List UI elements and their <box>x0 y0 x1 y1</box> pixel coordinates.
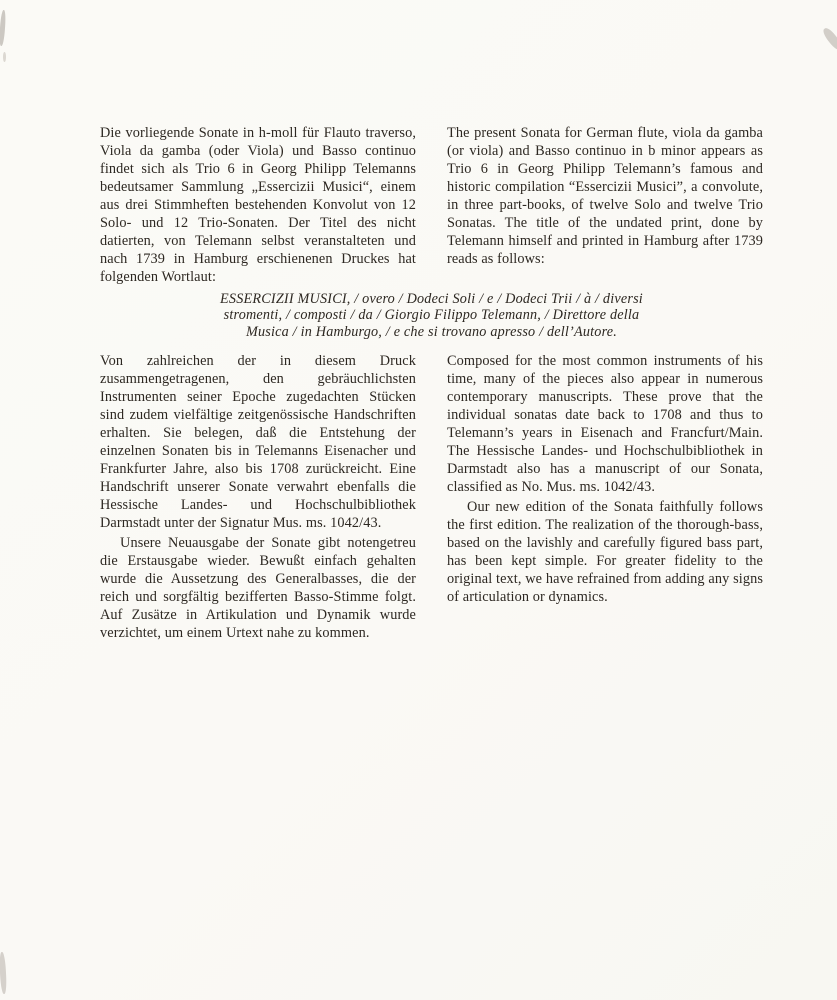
scan-artifact-top-left <box>0 10 6 46</box>
title-citation-line-3: Musica / in Hamburgo, / e che si trovano apresso / dell’Autore. <box>245 323 618 340</box>
german-column-body <box>100 352 416 642</box>
english-paragraph-1: The present Sonata for German flute, viola da gamba (or viola) and Basso continuo in b minor appears as Trio 6 in Georg Philipp Telemann’s famous and historic compilation “Essercizii Musici”, a convolute, in three part-books, of twelve Solo and twelve Trio Sonatas. The title of the undated print, done by Telemann himself and printed in Hamburg after 1739 reads as follows: <box>447 125 763 267</box>
italian-title-citation <box>100 291 763 340</box>
german-paragraph-1: Die vorliegende Sonate in h-moll für Flauto traverso, Viola da gamba (oder Viola) und Basso continuo findet sich als Trio 6 in Georg Philipp Telemanns bedeutsamer Sammlung „Essercizii Musici“, einem aus drei Stimmheften bestehenden Konvolut von 12 Solo- und 12 Trio-Sonaten. Der Titel des nicht datierten, von Telemann selbst veranstalteten und nach 1739 in Hamburg erschienenen Druckes hat folgenden Wortlaut: <box>100 125 416 285</box>
title-citation-line-1: ESSERCIZII MUSICI, / overo / Dodeci Soli / e / Dodeci Trii / à / diversi <box>220 291 643 307</box>
body-columns <box>100 352 763 642</box>
title-citation-line-2: stromenti, / composti / da / Giorgio Filippo Telemann, / Direttore della <box>223 307 640 324</box>
english-column-intro <box>447 124 763 286</box>
english-paragraph-2: Composed for the most common instruments of his time, many of the pieces also appear in numerous contemporary manuscripts. These prove that the individual sonatas date back to 1708 and thus to Telemann’s years in Eisenach and Francfurt/Main. The Hessische Landes- und Hochschulbibliothek in Darmstadt also has a manuscript of our Sonata, classified as No. Mus. ms. 1042/43. <box>447 353 763 496</box>
scan-artifact-top-left-2 <box>3 52 6 62</box>
intro-columns <box>100 124 763 286</box>
text-block <box>100 124 763 642</box>
english-paragraph-3: Our new edition of the Sonata faithfully follows the first edition. The realization of the thorough-bass, based on the lavishly and carefully figured bass part, has been kept simple. For greater fidelity to the original text, we have refrained from adding any signs of articulation or dynamics. <box>447 499 763 606</box>
english-column-body <box>447 352 763 642</box>
german-column-intro <box>100 124 416 286</box>
scan-artifact-top-right <box>821 26 837 52</box>
german-paragraph-3: Unsere Neuausgabe der Sonate gibt notengetreu die Erstausgabe wieder. Bewußt einfach gehalten wurde die Aussetzung des Generalbasses, die der reich und sorgfältig bezifferten Basso-Stimme folgt. Auf Zusätze in Artikulation und Dynamik wurde verzichtet, um einem Urtext nahe zu kommen. <box>100 535 416 642</box>
german-paragraph-2: Von zahlreichen der in diesem Druck zusammengetragenen, den gebräuchlichsten Instrumenten seiner Epoche zugedachten Stücken sind zudem vielfältige zeitgenössische Handschriften erhalten. Sie belegen, daß die Entstehung der einzelnen Sonaten bis in Telemanns Eisenacher und Frankfurter Jahre, also bis 1708 zurückreicht. Eine Handschrift unserer Sonate verwahrt ebenfalls die Hessische Landes- und Hochschulbibliothek Darmstadt unter der Signatur Mus. ms. 1042/43. <box>100 353 416 532</box>
scan-artifact-bottom-left <box>0 952 7 994</box>
